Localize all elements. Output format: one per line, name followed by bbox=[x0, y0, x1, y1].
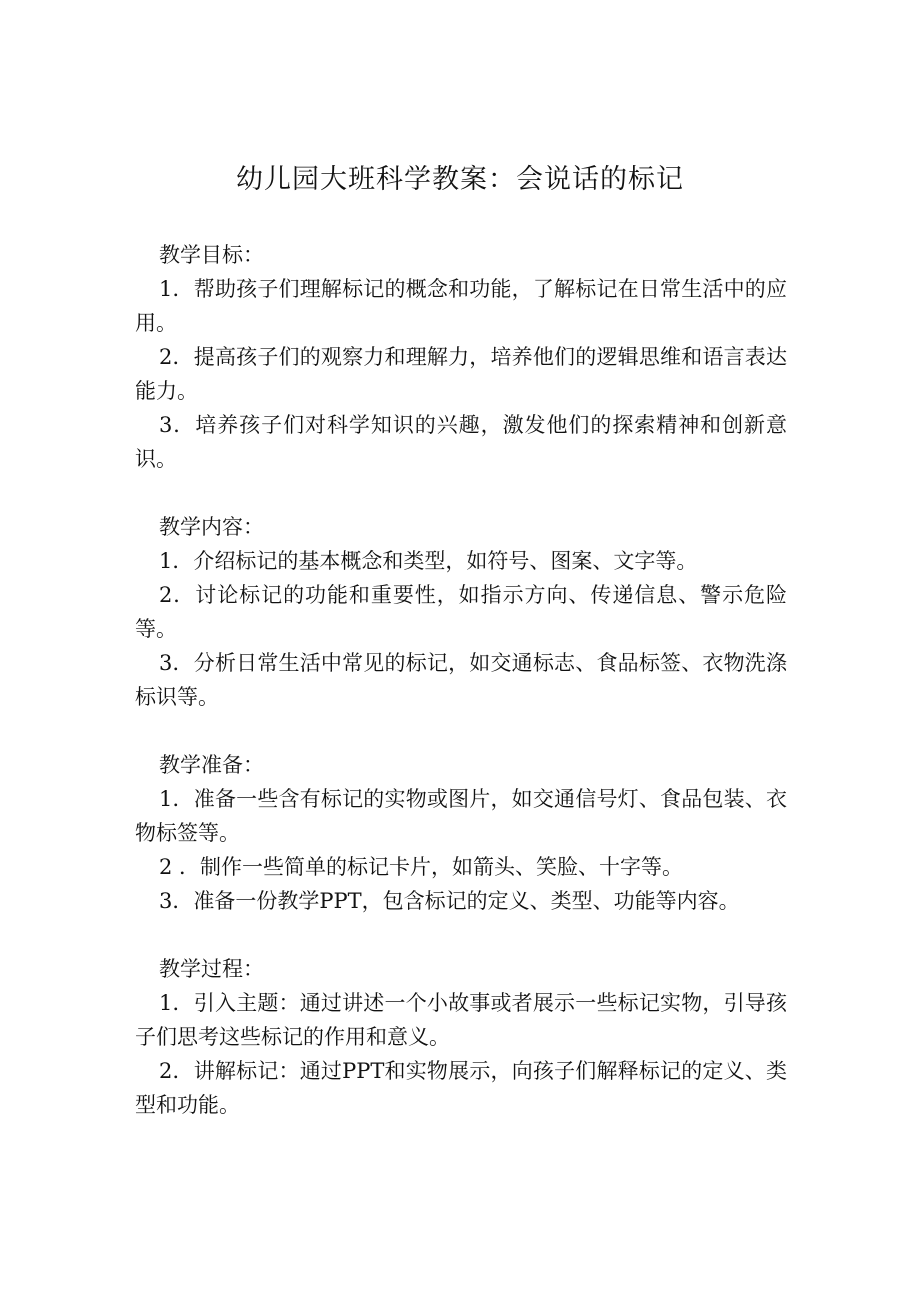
section-process bbox=[135, 952, 787, 1122]
list-item: 1．帮助孩子们理解标记的概念和功能，了解标记在日常生活中的应用。 bbox=[135, 277, 787, 335]
section-preparation bbox=[135, 748, 787, 918]
list-item: 2．讲解标记：通过PPT和实物展示，向孩子们解释标记的定义、类型和功能。 bbox=[135, 1059, 787, 1117]
list-item: 1．介绍标记的基本概念和类型，如符号、图案、文字等。 bbox=[159, 549, 698, 573]
document-body bbox=[135, 238, 787, 1156]
list-item: 1．引入主题：通过讲述一个小故事或者展示一些标记实物，引导孩子们思考这些标记的作用和意义。 bbox=[135, 991, 787, 1049]
list-item: 3．分析日常生活中常见的标记，如交通标志、食品标签、衣物洗涤标识等。 bbox=[135, 651, 787, 709]
document-title: 幼儿园大班科学教案：会说话的标记 bbox=[236, 164, 684, 195]
section-heading: 教学目标： bbox=[159, 243, 264, 267]
list-item: 2．讨论标记的功能和重要性，如指示方向、传递信息、警示危险等。 bbox=[135, 583, 787, 641]
list-item: 3．准备一份教学PPT，包含标记的定义、类型、功能等内容。 bbox=[159, 889, 740, 913]
list-item: 1．准备一些含有标记的实物或图片，如交通信号灯、食品包装、衣物标签等。 bbox=[135, 787, 787, 845]
section-objectives bbox=[135, 238, 787, 476]
list-item: 3．培养孩子们对科学知识的兴趣，激发他们的探索精神和创新意识。 bbox=[135, 413, 787, 471]
section-heading: 教学准备： bbox=[159, 753, 264, 777]
list-item: 2．提高孩子们的观察力和理解力，培养他们的逻辑思维和语言表达能力。 bbox=[135, 345, 787, 403]
section-heading: 教学内容： bbox=[159, 515, 264, 539]
section-heading: 教学过程： bbox=[159, 957, 264, 981]
list-item: 2 ．制作一些简单的标记卡片，如箭头、笑脸、十字等。 bbox=[159, 855, 684, 879]
section-content bbox=[135, 510, 787, 714]
